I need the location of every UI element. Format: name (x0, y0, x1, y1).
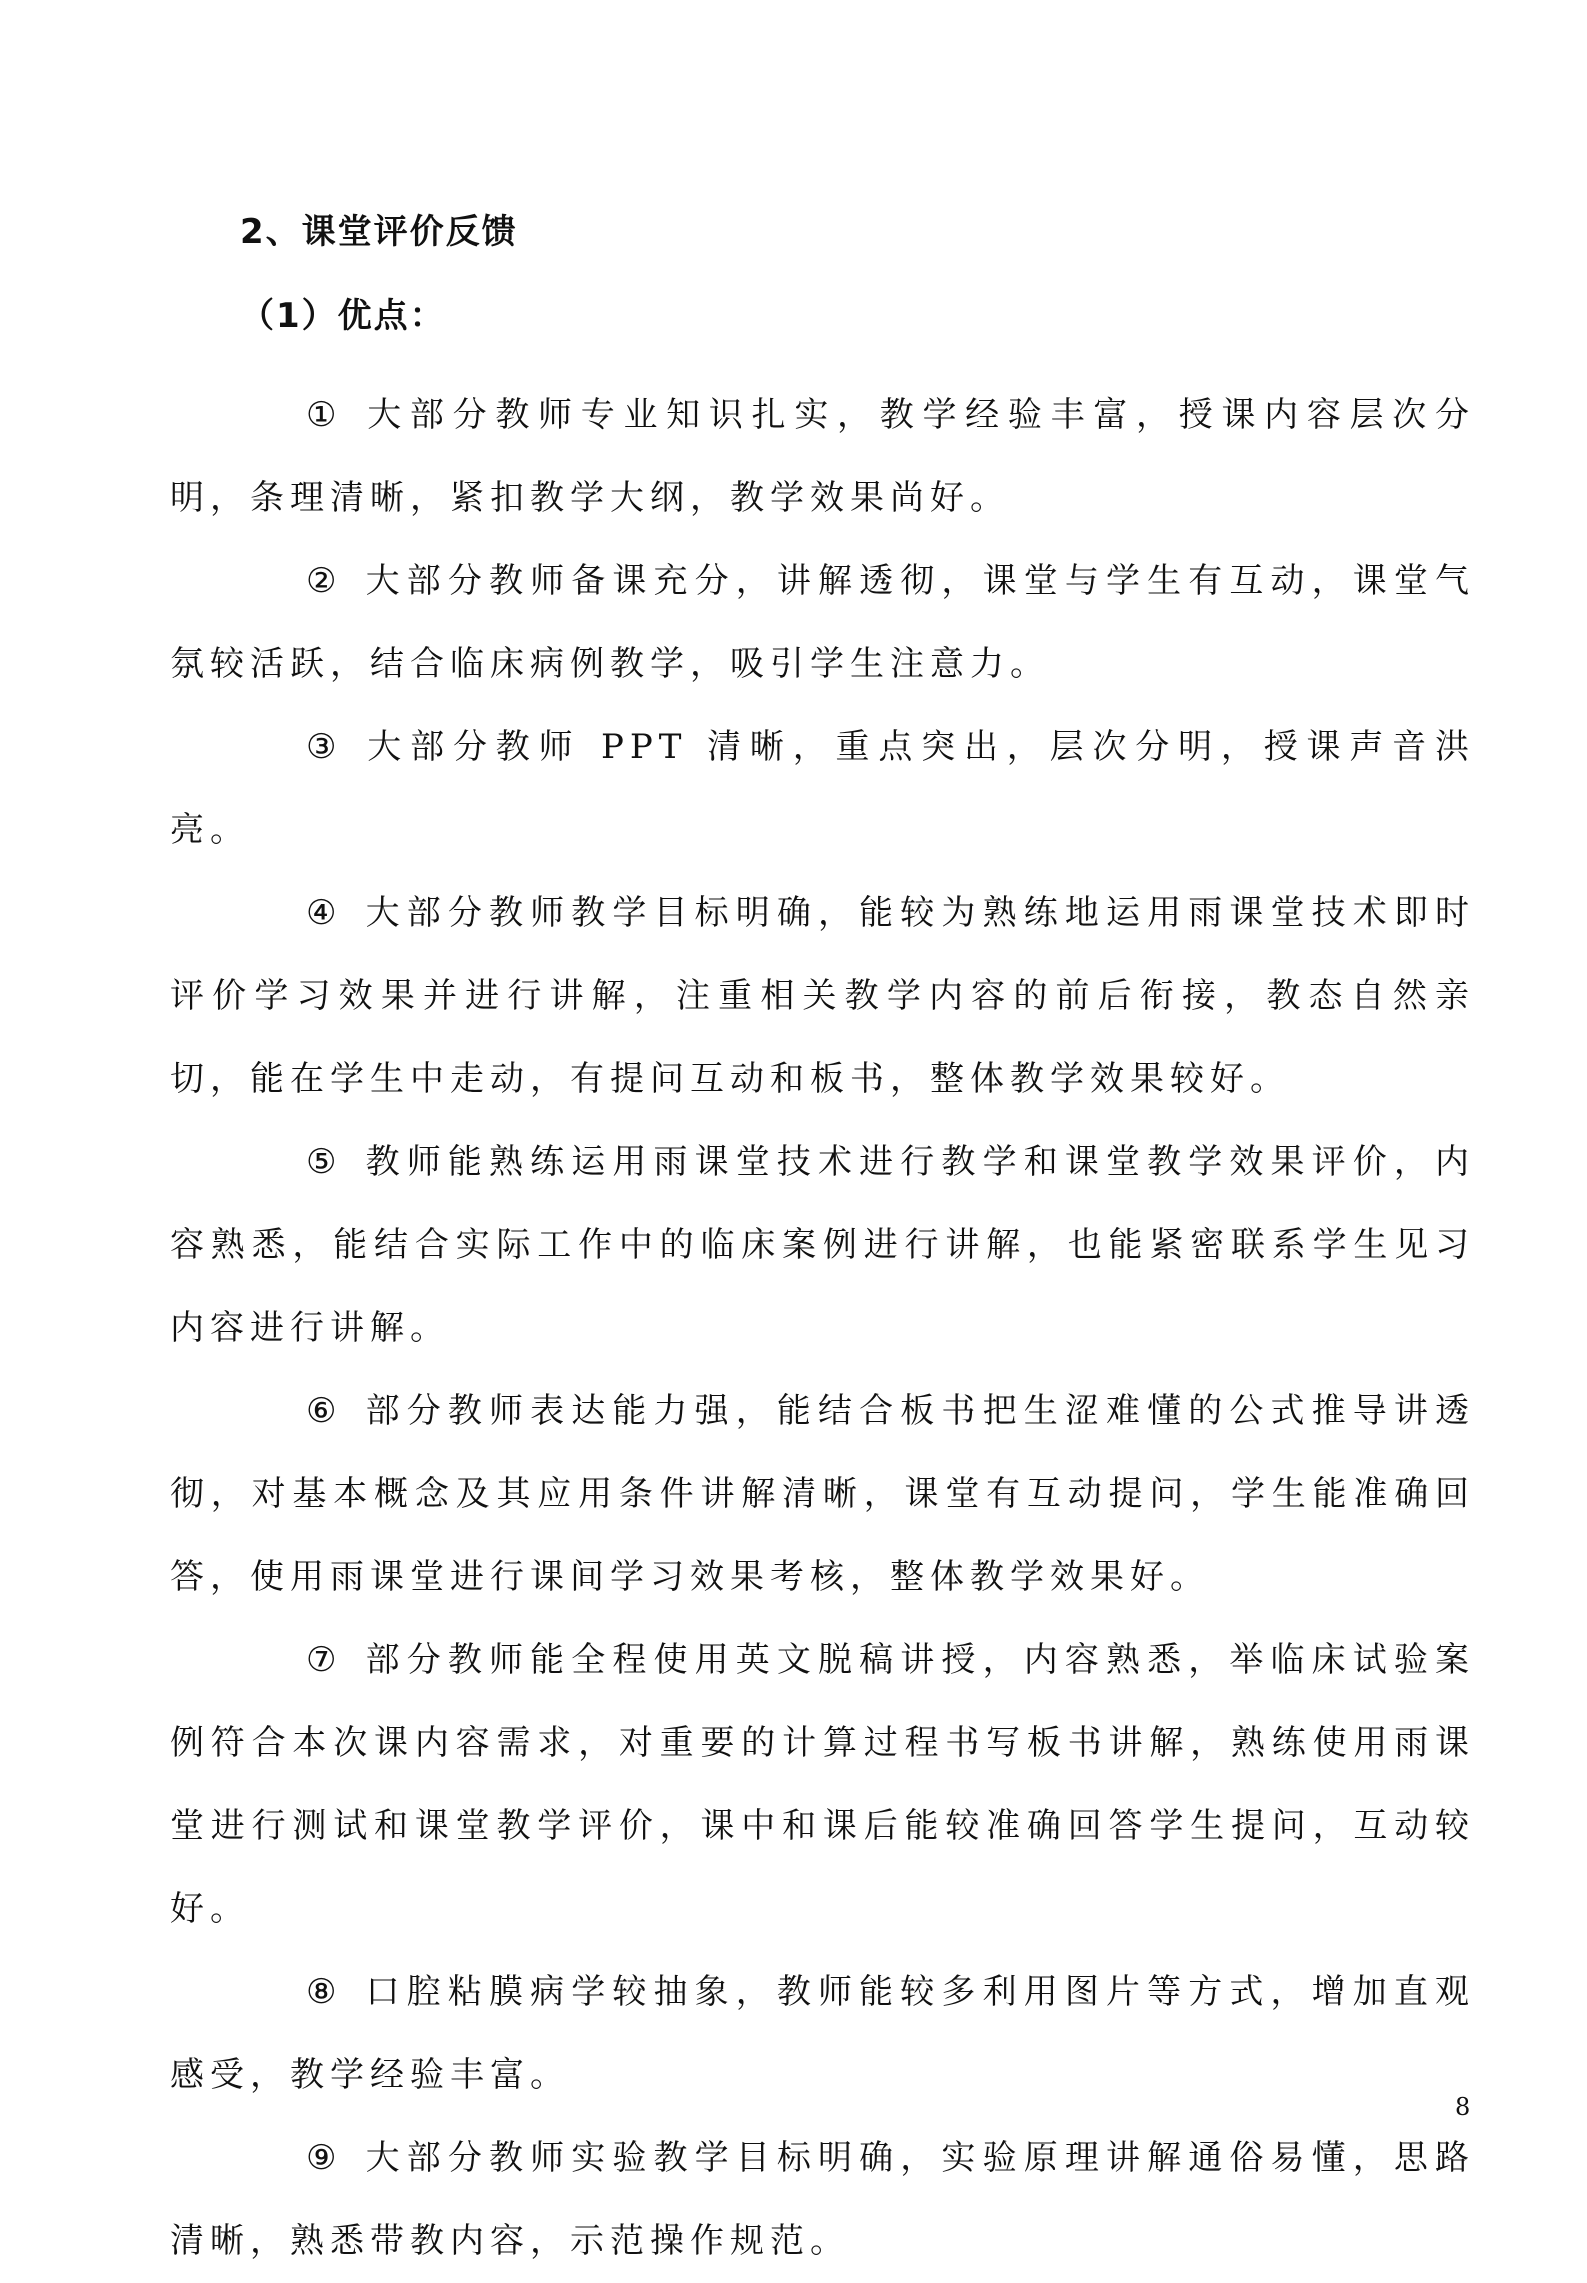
item-text: 部分教师表达能力强，能结合板书把生涩难懂的公式推导讲透彻，对基本概念及其应用条件讲解清晰，课堂有互动提问，学生能准确回答，使用雨课堂进行课间学习效果考核，整体教学效果好。 (170, 1391, 1475, 1597)
item-text: 部分教师能全程使用英文脱稿讲授，内容熟悉，举临床试验案例符合本次课内容需求，对重要的计算过程书写板书讲解，熟练使用雨课堂进行测试和课堂教学评价，课中和课后能较准确回答学生提问，互动较好。 (170, 1640, 1475, 1929)
item-number: ④ (306, 893, 337, 933)
item-text: 教师能熟练运用雨课堂技术进行教学和课堂教学效果评价，内容熟悉，能结合实际工作中的临床案例进行讲解，也能紧密联系学生见习内容进行讲解。 (170, 1142, 1475, 1348)
item-text: 大部分教师 PPT 清晰，重点突出，层次分明，授课声音洪亮。 (170, 727, 1475, 850)
item-text: 大部分教师备课充分，讲解透彻，课堂与学生有互动，课堂气氛较活跃，结合临床病例教学，吸引学生注意力。 (170, 561, 1475, 684)
list-item (170, 1619, 1475, 1951)
item-number: ① (306, 395, 337, 435)
item-number: ③ (306, 727, 337, 767)
list-item (170, 2117, 1475, 2283)
item-text: 大部分教师实验教学目标明确，实验原理讲解通俗易懂，思路清晰，熟悉带教内容，示范操作规范。 (170, 2138, 1475, 2261)
item-number: ② (306, 561, 337, 601)
item-number: ⑨ (306, 2138, 337, 2178)
list-item (170, 1121, 1475, 1370)
section-heading: 2、课堂评价反馈 (240, 212, 518, 252)
item-text: 大部分教师教学目标明确，能较为熟练地运用雨课堂技术即时评价学习效果并进行讲解，注重相关教学内容的前后衔接，教态自然亲切，能在学生中走动，有提问互动和板书，整体教学效果较好。 (170, 893, 1475, 1099)
list-item (170, 1370, 1475, 1619)
list-item (170, 706, 1475, 872)
item-text: 大部分教师专业知识扎实，教学经验丰富，授课内容层次分明，条理清晰，紧扣教学大纲，教学效果尚好。 (170, 395, 1475, 518)
body-text (170, 374, 1475, 2283)
item-number: ⑥ (306, 1391, 337, 1431)
item-number: ⑧ (306, 1972, 337, 2012)
subsection-heading: （1）优点： (240, 296, 446, 336)
list-item (170, 540, 1475, 706)
item-number: ⑦ (306, 1640, 337, 1680)
list-item (170, 1951, 1475, 2117)
item-number: ⑤ (306, 1142, 337, 1182)
page-number: 8 (1455, 2093, 1471, 2121)
item-text: 口腔粘膜病学较抽象，教师能较多利用图片等方式，增加直观感受，教学经验丰富。 (170, 1972, 1475, 2095)
list-item (170, 374, 1475, 540)
list-item (170, 872, 1475, 1121)
